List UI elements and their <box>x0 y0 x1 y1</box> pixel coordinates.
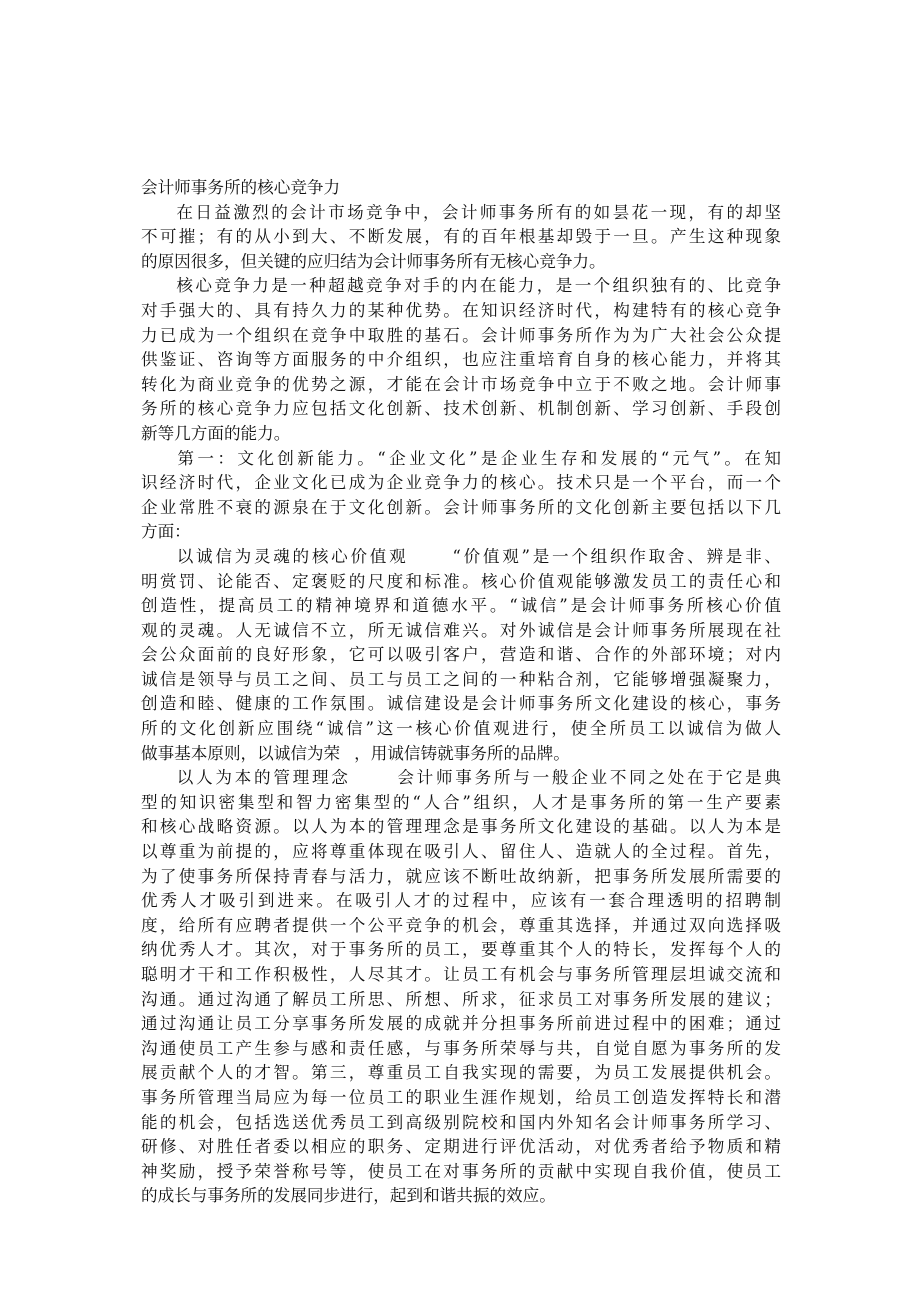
paragraph-integrity <box>141 545 781 766</box>
text-line: 纳优秀人才。其次，对于事务所的员工，要尊重其个人的特长，发挥每个人的 <box>141 940 781 960</box>
text-line: 为了使事务所保持青春与活力，就应该不断吐故纳新，把事务所发展所需要的 <box>141 866 781 886</box>
text-line: 通过沟通让员工分享事务所发展的成就并分担事务所前进过程中的困难；通过 <box>141 1014 781 1034</box>
text-line: 的成长与事务所的发展同步进行，起到和谐共振的效应。 <box>141 1186 556 1206</box>
text-line: 所的文化创新应围绕“诚信”这一核心价值观进行，使全所员工以诚信为做人 <box>141 719 781 739</box>
text-line: 以尊重为前提的，应将尊重体现在吸引人、留住人、造就人的全过程。首先， <box>141 842 781 862</box>
paragraph-intro <box>141 201 781 275</box>
section-heading: 以人为本的管理理念 <box>174 768 351 788</box>
text-line: 力已成为一个组织在竞争中取胜的基石。会计师事务所作为为广大社会公众提 <box>141 325 781 345</box>
text-line: 企业常胜不衰的源泉在于文化创新。会计师事务所的文化创新主要包括以下几 <box>141 497 781 517</box>
text-line: 能的机会，包括选送优秀员工到高级别院校和国内外知名会计师事务所学习、 <box>141 1112 781 1132</box>
text-line: 识经济时代，企业文化已成为企业竞争力的核心。技术只是一个平台，而一个 <box>141 473 781 493</box>
section-heading: 以诚信为灵魂的核心价值观 <box>174 546 409 566</box>
text-line: 供鉴证、咨询等方面服务的中介组织，也应注重培育自身的核心能力，并将其 <box>141 350 781 370</box>
text-line: 转化为商业竞争的优势之源，才能在会计市场竞争中立于不败之地。会计师事 <box>141 374 781 394</box>
text-line: 事务所管理当局应为每一位员工的职业生涯作规划，给员工创造发挥特长和潜 <box>141 1087 781 1107</box>
text-line: 做事基本原则，以诚信为荣 ，用诚信铸就事务所的品牌。 <box>141 743 570 763</box>
text-line: 观的灵魂。人无诚信不立，所无诚信难兴。对外诚信是会计师事务所展现在社 <box>141 620 781 640</box>
text-line: 创造性，提高员工的精神境界和道德水平。“诚信”是会计师事务所核心价值 <box>141 596 781 616</box>
document-page <box>141 176 781 1209</box>
text-line: 方面： <box>141 522 191 542</box>
text-line: 在日益激烈的会计市场竞争中，会计师事务所有的如昙花一现，有的却坚 <box>174 202 781 222</box>
text-line: 优秀人才吸引到进来。在吸引人才的过程中，应该有一套合理透明的招聘制 <box>141 891 781 911</box>
text-line: 展贡献个人的才智。第三，尊重员工自我实现的需要，为员工发展提供机会。 <box>141 1063 781 1083</box>
text-line: 神奖励，授予荣誉称号等，使员工在对事务所的贡献中实现自我价值，使员工 <box>141 1161 781 1181</box>
text-line: 以诚信为灵魂的核心价值观 “价值观”是一个组织作取舍、辨是非、 <box>174 546 782 566</box>
document-title: 会计师事务所的核心竞争力 <box>141 178 341 197</box>
text-line: 不可摧；有的从小到大、不断发展，有的百年根基却毁于一旦。产生这种现象 <box>141 227 781 247</box>
text-line: 的原因很多，但关键的应归结为会计师事务所有无核心竞争力。 <box>141 251 606 271</box>
text-line: 新等几方面的能力。 <box>141 423 291 443</box>
text-line: 诚信是领导与员工之间、员工与员工之间的一种粘合剂，它能够增强凝聚力， <box>141 669 781 689</box>
text-line: 沟通。通过沟通了解员工所思、所想、所求，征求员工对事务所发展的建议； <box>141 989 781 1009</box>
text-line: 和核心战略资源。以人为本的管理理念是事务所文化建设的基础。以人为本是 <box>141 817 781 837</box>
text-line: 明赏罚、论能否、定褒贬的尺度和标准。核心价值观能够激发员工的责任心和 <box>141 571 781 591</box>
paragraph-core-competence <box>141 274 781 446</box>
text-line: 聪明才干和工作积极性，人尽其才。让员工有机会与事务所管理层坦诚交流和 <box>141 965 781 984</box>
text-line: 度，给所有应聘者提供一个公平竞争的机会，尊重其选择，并通过双向选择吸 <box>141 915 781 935</box>
text-line: 核心竞争力是一种超越竞争对手的内在能力，是一个组织独有的、比竞争 <box>174 276 781 296</box>
text-line: 务所的核心竞争力应包括文化创新、技术创新、机制创新、学习创新、手段创 <box>141 399 781 419</box>
text-line: 对手强大的、具有持久力的某种优势。在知识经济时代，构建特有的核心竞争 <box>141 300 781 320</box>
text-line: 以人为本的管理理念 会计师事务所与一般企业不同之处在于它是典 <box>174 768 782 788</box>
paragraph-culture-innovation <box>141 447 781 545</box>
paragraph-people-oriented <box>141 766 781 1209</box>
text-line: 沟通使员工产生参与感和责任感，与事务所荣辱与共，自觉自愿为事务所的发 <box>141 1038 781 1058</box>
text-line: 会公众面前的良好形象，它可以吸引客户，营造和谐、合作的外部环境；对内 <box>141 645 781 665</box>
text-line: 研修、对胜任者委以相应的职务、定期进行评优活动，对优秀者给予物质和精 <box>141 1137 781 1157</box>
text-line: 型的知识密集型和智力密集型的“人合”组织，人才是事务所的第一生产要素 <box>141 792 781 812</box>
text-line: 创造和睦、健康的工作氛围。诚信建设是会计师事务所文化建设的核心，事务 <box>141 694 781 714</box>
text-line: 第一：文化创新能力。“企业文化”是企业生存和发展的“元气”。在知 <box>174 448 781 468</box>
